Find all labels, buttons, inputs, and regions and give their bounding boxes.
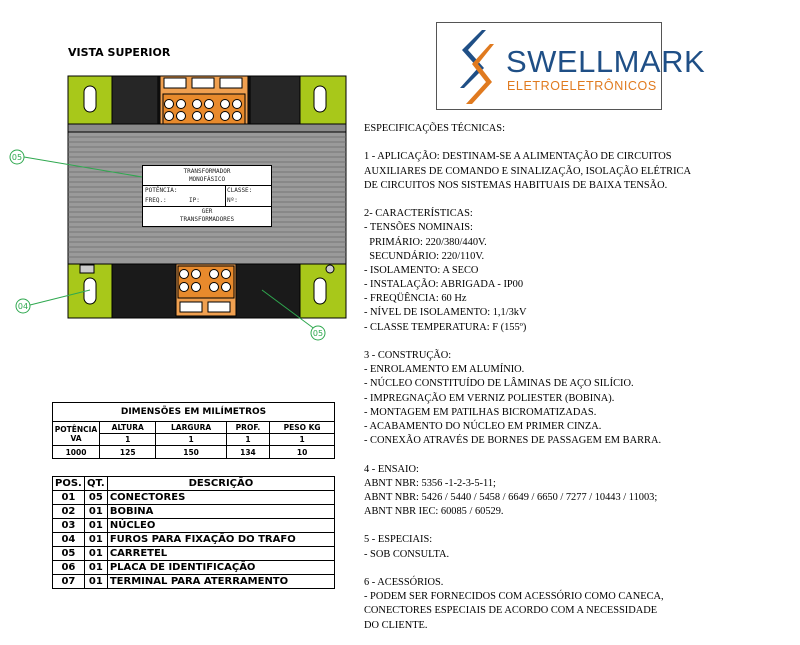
callout-label: 05	[11, 153, 23, 162]
top-connectors	[160, 76, 248, 126]
spec-line: - PODEM SER FORNECIDOS COM ACESSÓRIO COMO CANECA,	[364, 591, 664, 603]
spec-line: ESPECIFICAÇÕES TÉCNICAS:	[364, 123, 505, 134]
depth-sub: 1	[226, 434, 270, 446]
spec-line: ABNT NBR IEC: 60085 / 60529.	[364, 506, 504, 518]
spec-line: - TENSÕES NOMINAIS:	[364, 222, 473, 234]
plate-power-label: POTÊNCIA:	[145, 187, 178, 194]
spec-line: - FREQÜÊNCIA: 60 Hz	[364, 293, 467, 305]
spec-line: 2- CARACTERÍSTICAS:	[364, 208, 473, 220]
callout-05-bottom	[311, 326, 325, 340]
spec-line: - NÚCLEO CONSTITUÍDO DE LÂMINAS DE AÇO SILÍCIO.	[364, 378, 634, 390]
spec-line	[364, 562, 784, 576]
spec-line: 6 - ACESSÓRIOS.	[364, 577, 444, 588]
table-row	[53, 547, 335, 561]
spec-line: - ACABAMENTO DO NÚCLEO EM PRIMER CINZA.	[364, 420, 602, 432]
callout-label: 05	[312, 329, 324, 338]
callout-label: 04	[17, 302, 29, 311]
part-description: NÚCLEO	[107, 519, 334, 533]
width-header: LARGURA	[156, 422, 226, 434]
table-row	[53, 561, 335, 575]
part-pos: 02	[53, 505, 85, 519]
spec-line: DO CLIENTE.	[364, 619, 428, 631]
part-pos: 04	[53, 533, 85, 547]
spec-line: - CONEXÃO ATRAVÉS DE BORNES DE PASSAGEM EM BARRA.	[364, 435, 662, 447]
spec-line: - IMPREGNAÇÃO EM VERNIZ POLIESTER (BOBINA).	[364, 392, 615, 404]
description-header: DESCRIÇÃO	[107, 477, 334, 491]
callout-04	[16, 299, 30, 313]
part-qt: 01	[84, 575, 107, 589]
spec-line: AUXILIARES DE COMANDO E SINALIZAÇÃO, ISOLAÇÃO ELÉTRICA	[364, 165, 691, 177]
spec-line: 4 - ENSAIO:	[364, 463, 419, 475]
part-description: BOBINA	[107, 505, 334, 519]
spec-line: DE CIRCUITOS NOS SISTEMAS HABITUAIS DE BAIXA TENSÃO.	[364, 179, 668, 191]
spec-line: CONECTORES ESPECIAIS DE ACORDO COM A NECESSIDADE	[364, 605, 658, 617]
plate-title-1: TRANSFORMADOR	[183, 168, 231, 175]
height-header: ALTURA	[100, 422, 156, 434]
part-description: CONECTORES	[107, 491, 334, 505]
part-description: CARRETEL	[107, 547, 334, 561]
part-pos: 03	[53, 519, 85, 533]
spec-line: - NÍVEL DE ISOLAMENTO: 1,1/3kV	[364, 307, 527, 319]
spec-line: - INSTALAÇÃO: ABRIGADA - IP00	[364, 279, 524, 291]
plate-class-label: CLASSE:	[227, 187, 253, 194]
power-header: POTÊNCIA VA	[53, 422, 100, 446]
pos-header: POS.	[53, 477, 85, 491]
weight-sub: 1	[270, 434, 335, 446]
spec-line	[364, 519, 784, 533]
spec-line: 5 - ESPECIAIS:	[364, 534, 433, 546]
plate-no-label: Nº:	[227, 197, 238, 204]
depth-value: 134	[226, 446, 270, 459]
weight-value: 10	[270, 446, 335, 459]
swellmark-logo-icon	[452, 28, 500, 106]
plate-ip-label: IP:	[189, 197, 200, 204]
bottom-connectors	[176, 264, 236, 316]
spec-line: - ISOLAMENTO: A SECO	[364, 264, 479, 276]
spec-line: - SOB CONSULTA.	[364, 548, 450, 560]
part-qt: 01	[84, 561, 107, 575]
part-qt: 01	[84, 547, 107, 561]
power-value: 1000	[53, 446, 100, 459]
spec-line: ABNT NBR: 5426 / 5440 / 5458 / 6649 / 6650 / 7277 / 10443 / 11003;	[364, 491, 658, 503]
identification-plate	[142, 165, 272, 227]
weight-header: PESO KG	[270, 422, 335, 434]
part-description: TERMINAL PARA ATERRAMENTO	[107, 575, 334, 589]
spec-line: PRIMÁRIO: 220/380/440V.	[364, 236, 487, 248]
part-pos: 01	[53, 491, 85, 505]
spec-line: - CLASSE TEMPERATURA: F (155º)	[364, 321, 527, 333]
qt-header: QT.	[84, 477, 107, 491]
spec-line: - MONTAGEM EM PATILHAS BICROMATIZADAS.	[364, 406, 597, 418]
height-value: 125	[100, 446, 156, 459]
part-qt: 01	[84, 519, 107, 533]
view-title: VISTA SUPERIOR	[68, 46, 171, 59]
callout-05-top	[10, 150, 24, 164]
table-row	[53, 519, 335, 533]
height-sub: 1	[100, 434, 156, 446]
table-row	[53, 491, 335, 505]
depth-header: PROF.	[226, 422, 270, 434]
plate-maker-1: GER	[201, 208, 213, 215]
spec-line	[364, 193, 784, 207]
spec-line	[364, 335, 784, 349]
logo-name: SWELLMARK	[506, 44, 706, 79]
part-qt: 05	[84, 491, 107, 505]
spec-line: - ENROLAMENTO EM ALUMÍNIO.	[364, 364, 525, 376]
table-row	[53, 533, 335, 547]
spec-line	[364, 136, 784, 150]
spec-line: ABNT NBR: 5356 -1-2-3-5-11;	[364, 477, 496, 489]
logo-subtitle: ELETROELETRÔNICOS	[507, 79, 657, 93]
part-qt: 01	[84, 505, 107, 519]
part-qt: 01	[84, 533, 107, 547]
parts-table	[52, 476, 335, 589]
part-description: FUROS PARA FIXAÇÃO DO TRAFO	[107, 533, 334, 547]
dimensions-table	[52, 402, 335, 459]
spec-line: SECUNDÁRIO: 220/110V.	[364, 250, 485, 262]
part-pos: 07	[53, 575, 85, 589]
plate-title-2: MONOFÁSICO	[188, 176, 226, 183]
part-pos: 05	[53, 547, 85, 561]
technical-specifications	[364, 122, 784, 633]
width-sub: 1	[156, 434, 226, 446]
width-value: 150	[156, 446, 226, 459]
plate-freq-label: FREQ.:	[145, 197, 167, 204]
table-row	[53, 575, 335, 589]
spec-line: 1 - APLICAÇÃO: DESTINAM-SE A ALIMENTAÇÃO DE CIRCUITOS	[364, 151, 672, 163]
dimensions-title: DIMENSÕES EM MILÍMETROS	[53, 403, 335, 422]
spec-line	[364, 448, 784, 462]
part-pos: 06	[53, 561, 85, 575]
spec-line: 3 - CONSTRUÇÃO:	[364, 350, 452, 361]
table-row	[53, 505, 335, 519]
plate-maker-2: TRANSFORMADORES	[179, 216, 235, 223]
part-description: PLACA DE IDENTIFICAÇÃO	[107, 561, 334, 575]
